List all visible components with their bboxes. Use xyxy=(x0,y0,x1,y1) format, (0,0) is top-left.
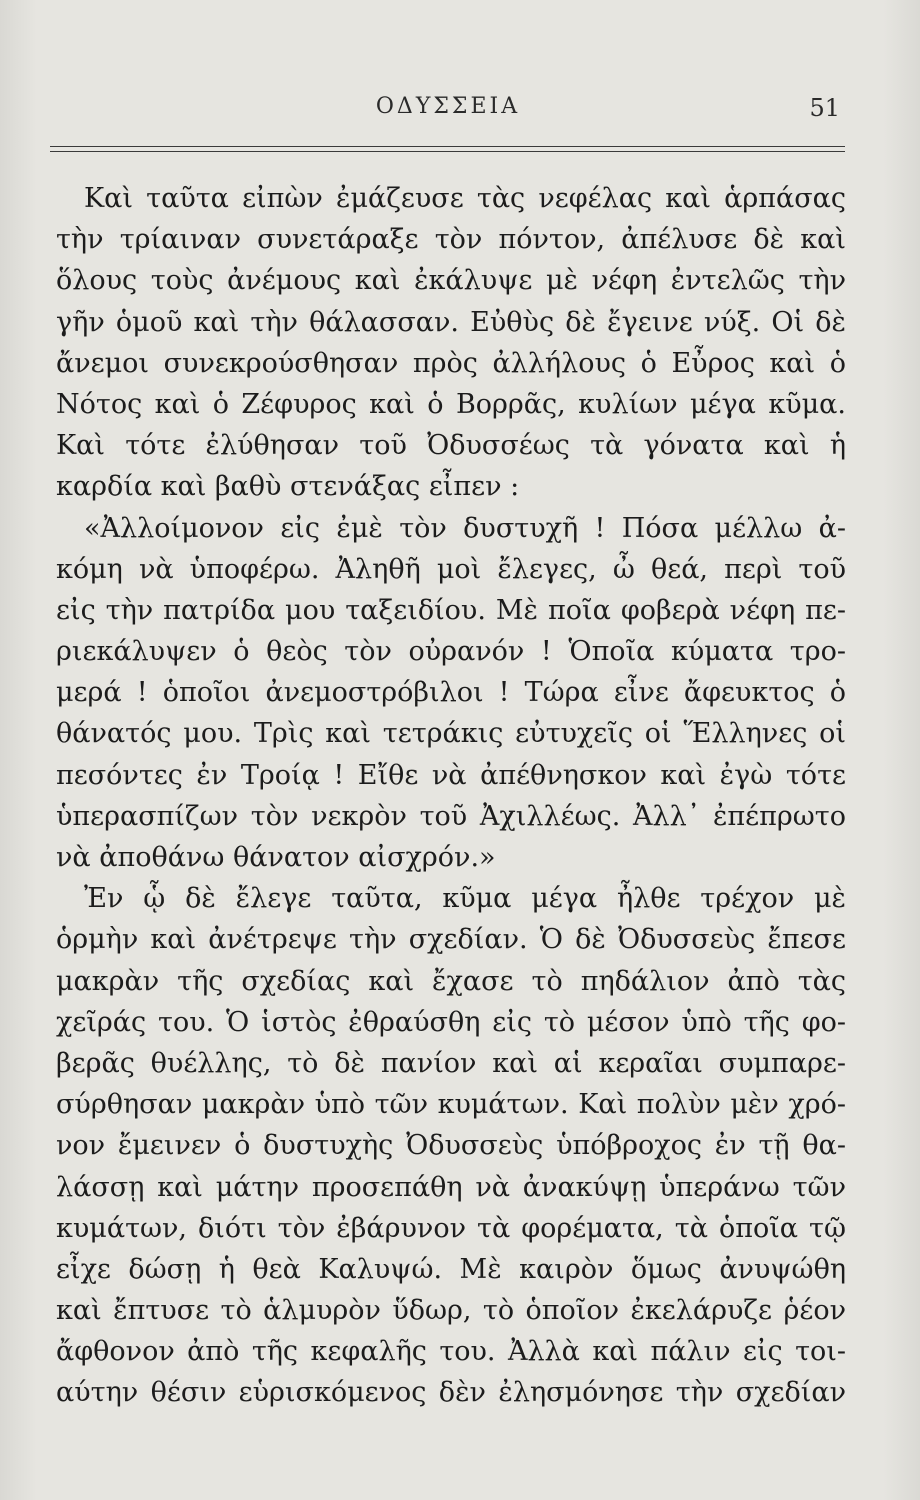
text-line: βερᾶς θυέλλης, τὸ δὲ πανίον καὶ αἱ κεραῖαι συμπαρε- xyxy=(56,1047,846,1079)
text-line: εἰς τὴν πατρίδα μου ταξειδίου. Μὲ ποῖα φοβερὰ νέφη πε- xyxy=(56,594,846,626)
text-line: ὁρμὴν καὶ ἀνέτρεψε τὴν σχεδίαν. Ὁ δὲ Ὀδυσσεὺς ἔπεσε xyxy=(56,924,846,956)
text-line: χεῖράς του. Ὁ ἱστὸς ἐθραύσθη εἰς τὸ μέσον ὑπὸ τῆς φο- xyxy=(56,1006,846,1038)
text-line: «Ἀλλοίμονον εἰς ἐμὲ τὸν δυστυχῆ ! Πόσα μέλλω ἀ- xyxy=(84,512,846,544)
running-header xyxy=(56,94,840,128)
text-line: μερά ! ὁποῖοι ἀνεμοστρόβιλοι ! Τώρα εἶνε ἄφευκτος ὁ xyxy=(56,677,846,709)
text-line: μακρὰν τῆς σχεδίας καὶ ἔχασε τὸ πηδάλιον ἀπὸ τὰς xyxy=(56,965,846,997)
text-line: νὰ ἀποθάνω θάνατον αἰσχρόν.» xyxy=(56,842,496,873)
text-line: Καὶ ταῦτα εἰπὼν ἐμάζευσε τὰς νεφέλας καὶ ἁρπάσας xyxy=(84,183,846,214)
running-title: ΟΔΥΣΣΕΙΑ xyxy=(375,94,521,119)
text-line: Ἐν ᾧ δὲ ἔλεγε ταῦτα, κῦμα μέγα ἦλθε τρέχον μὲ xyxy=(84,883,846,915)
text-line: ὅλους τοὺς ἀνέμους καὶ ἐκάλυψε μὲ νέφη ἐντελῶς τὴν xyxy=(56,265,846,297)
text-line: Καὶ τότε ἐλύθησαν τοῦ Ὀδυσσέως τὰ γόνατα καὶ ἡ xyxy=(56,430,846,462)
text-line: Νότος καὶ ὁ Ζέφυρος καὶ ὁ Βορρᾶς, κυλίων μέγα κῦμα. xyxy=(56,388,846,420)
text-line: καὶ ἔπτυσε τὸ ἁλμυρὸν ὕδωρ, τὸ ὁποῖον ἐκελάρυζε ῥέον xyxy=(56,1295,846,1327)
body-text xyxy=(56,178,846,1414)
text-line: καρδία καὶ βαθὺ στενάξας εἶπεν : xyxy=(56,471,520,503)
text-line: αύτην θέσιν εὑρισκόμενος δὲν ἐλησμόνησε τὴν σχεδίαν xyxy=(56,1377,846,1409)
text-line: ὑπερασπίζων τὸν νεκρὸν τοῦ Ἀχιλλέως. Ἀλλ᾽ ἐπέπρωτο xyxy=(56,800,846,832)
header-rule-thin xyxy=(50,151,845,152)
header-rule xyxy=(50,146,845,147)
text-line: σύρθησαν μακρὰν ὑπὸ τῶν κυμάτων. Καὶ πολὺν μὲν χρό- xyxy=(56,1089,846,1121)
text-line: πεσόντες ἐν Τροίᾳ ! Εἴθε νὰ ἀπέθνησκον καὶ ἐγὼ τότε xyxy=(56,759,846,791)
text-line: τὴν τρίαιναν συνετάραξε τὸν πόντον, ἀπέλυσε δὲ καὶ xyxy=(56,224,846,256)
text-line: εἶχε δώσῃ ἡ θεὰ Καλυψώ. Μὲ καιρὸν ὅμως ἀνυψώθη xyxy=(56,1253,846,1285)
text-line: ἄφθονον ἀπὸ τῆς κεφαλῆς του. Ἀλλὰ καὶ πάλιν εἰς τοι- xyxy=(56,1336,846,1368)
text-line: θάνατός μου. Τρὶς καὶ τετράκις εὐτυχεῖς οἱ Ἕλληνες οἱ xyxy=(56,718,846,750)
text-line: λάσσῃ καὶ μάτην προσεπάθη νὰ ἀνακύψῃ ὑπεράνω τῶν xyxy=(56,1171,846,1203)
text-line: νον ἔμεινεν ὁ δυστυχὴς Ὀδυσσεὺς ὑπόβροχος ἐν τῇ θα- xyxy=(56,1130,846,1162)
text-line: ἄνεμοι συνεκρούσθησαν πρὸς ἀλλήλους ὁ Εὖρος καὶ ὁ xyxy=(56,347,846,379)
text-line: γῆν ὁμοῦ καὶ τὴν θάλασσαν. Εὐθὺς δὲ ἔγεινε νύξ. Οἱ δὲ xyxy=(56,306,846,338)
text-line: κυμάτων, διότι τὸν ἐβάρυνον τὰ φορέματα, τὰ ὁποῖα τῷ xyxy=(56,1212,846,1244)
page-number: 51 xyxy=(809,94,840,122)
text-line: κόμη νὰ ὑποφέρω. Ἀληθῆ μοὶ ἔλεγες, ὦ θεά, περὶ τοῦ xyxy=(56,553,846,585)
text-line: ριεκάλυψεν ὁ θεὸς τὸν οὐρανόν ! Ὁποῖα κύματα τρο- xyxy=(56,636,846,668)
